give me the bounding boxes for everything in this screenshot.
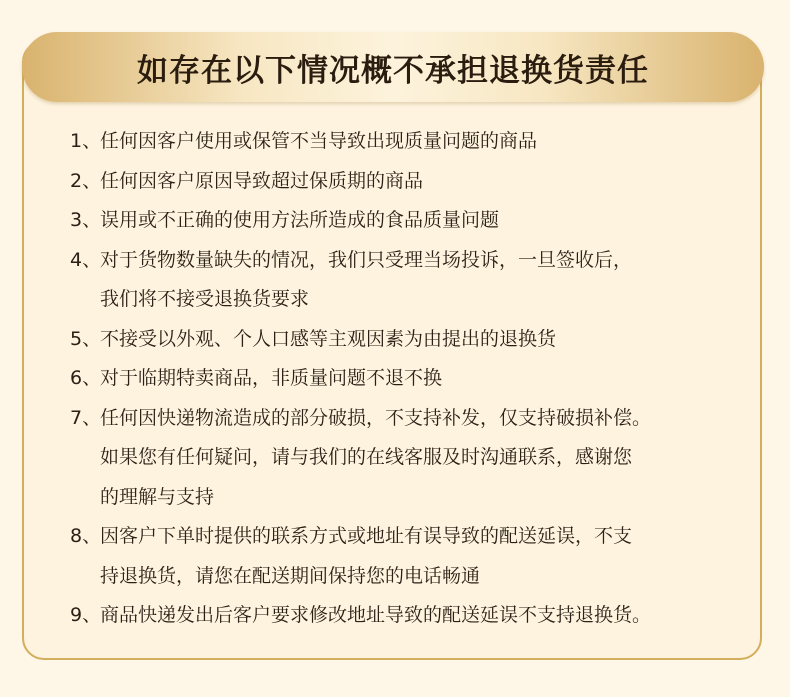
item-number: 7、 (70, 406, 102, 429)
item-line: 的理解与支持 (100, 485, 215, 508)
item-number: 3、 (70, 209, 102, 231)
item-text (100, 359, 750, 399)
item-line: 任何因客户原因导致超过保质期的商品 (100, 169, 424, 192)
item-line: 我们将不接受退换货要求 (100, 288, 310, 310)
item-line: 不接受以外观、个人口感等主观因素为由提出的退换货 (100, 327, 557, 350)
policy-item-7 (70, 399, 750, 518)
item-text (100, 517, 750, 596)
item-number: 5、 (70, 327, 102, 350)
item-number: 9、 (70, 604, 102, 626)
item-line: 对于临期特卖商品，非质量问题不退不换 (100, 367, 443, 389)
policy-item-3 (70, 201, 750, 241)
item-number: 4、 (70, 248, 102, 271)
policy-item-8 (70, 517, 750, 596)
item-text (100, 122, 750, 162)
item-line: 对于货物数量缺失的情况，我们只受理当场投诉，一旦签收后， (100, 248, 633, 271)
policy-item-6 (70, 359, 750, 399)
policy-item-1 (70, 122, 750, 162)
policy-item-4 (70, 241, 750, 320)
policy-list (70, 122, 750, 636)
item-number: 6、 (70, 367, 102, 389)
title-banner (22, 32, 764, 102)
policy-item-5 (70, 320, 750, 360)
item-line: 持退换货，请您在配送期间保持您的电话畅通 (100, 564, 481, 587)
item-text (100, 201, 750, 241)
item-text (100, 162, 750, 202)
item-line: 任何因客户使用或保管不当导致出现质量问题的商品 (100, 130, 538, 152)
item-number: 1、 (70, 130, 102, 152)
item-number: 8、 (70, 525, 102, 547)
item-number: 2、 (70, 169, 102, 192)
policy-item-2 (70, 162, 750, 202)
item-text (100, 320, 750, 360)
item-text (100, 241, 750, 320)
page-title: 如存在以下情况概不承担退换货责任 (137, 52, 649, 89)
policy-item-9 (70, 596, 750, 636)
item-line: 如果您有任何疑问，请与我们的在线客服及时沟通联系，感谢您 (100, 446, 633, 468)
item-line: 因客户下单时提供的联系方式或地址有误导致的配送延误，不支 (100, 525, 633, 547)
item-text (100, 596, 750, 636)
item-line: 商品快递发出后客户要求修改地址导致的配送延误不支持退换货。 (100, 604, 652, 626)
item-line: 任何因快递物流造成的部分破损，不支持补发，仅支持破损补偿。 (100, 406, 652, 429)
item-line: 误用或不正确的使用方法所造成的食品质量问题 (100, 209, 500, 231)
item-text (100, 399, 750, 518)
